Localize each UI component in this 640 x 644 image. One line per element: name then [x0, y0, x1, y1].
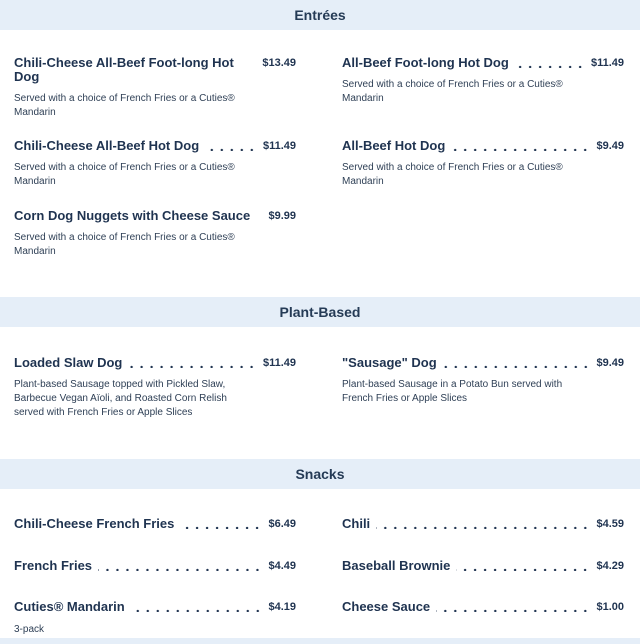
item-name: All-Beef Foot-long Hot Dog: [342, 55, 509, 70]
menu-item-hot-dog: [342, 139, 624, 189]
section-title: Snacks: [295, 466, 345, 482]
menu-item-chili-cheese-fries: [14, 517, 296, 533]
item-name: Chili-Cheese All-Beef Foot-long Hot Dog: [14, 55, 234, 84]
menu-item-chili-cheese-foot-long: [14, 56, 296, 116]
menu-item-cuties-mandarin: [14, 600, 296, 616]
item-price: $1.00: [596, 601, 624, 613]
item-name: Chili-Cheese French Fries: [14, 516, 175, 531]
item-price: $11.49: [590, 57, 624, 69]
item-description: Plant-based Sausage topped with Pickled Slaw, Barbecue Vegan Aïoli, and Roasted Corn Relish served with French Fries or Apple Slices: [14, 379, 227, 418]
item-price: $9.49: [596, 357, 624, 369]
item-price: $6.49: [268, 518, 296, 530]
menu-item-loaded-slaw-dog: [14, 356, 296, 420]
dot-leader: [456, 559, 590, 571]
item-description: Served with a choice of French Fries or a Cuties® Mandarin: [14, 162, 235, 187]
dot-leader: [451, 139, 590, 151]
menu-item-sausage-dog: [342, 356, 624, 406]
item-name: Baseball Brownie: [342, 558, 451, 573]
item-description: Served with a choice of French Fries or a Cuties® Mandarin: [14, 93, 235, 118]
dot-leader: [128, 356, 257, 368]
item-price: $9.49: [596, 140, 624, 152]
section-title: Plant-Based: [279, 304, 361, 320]
menu-item-foot-long: [342, 56, 624, 106]
item-price: $13.49: [262, 57, 296, 69]
item-name: Loaded Slaw Dog: [14, 355, 123, 370]
dot-leader: [180, 517, 262, 529]
item-description: Served with a choice of French Fries or a Cuties® Mandarin: [342, 79, 563, 104]
dot-leader: [131, 600, 263, 612]
section-header-plant-based: [0, 297, 640, 327]
item-name: French Fries: [14, 558, 93, 573]
item-name: Cheese Sauce: [342, 599, 431, 614]
menu-item-chili: [342, 517, 624, 533]
item-price: $4.19: [268, 601, 296, 613]
item-name: "Sausage" Dog: [342, 355, 437, 370]
dot-leader: [376, 517, 590, 529]
item-name: Corn Dog Nuggets with Cheese Sauce: [14, 208, 251, 223]
item-description: Served with a choice of French Fries or a Cuties® Mandarin: [14, 232, 235, 257]
section-header-snacks: [0, 459, 640, 489]
menu-item-french-fries: [14, 559, 296, 575]
dot-leader: [515, 56, 585, 68]
dot-leader: [98, 559, 262, 571]
item-price: $4.59: [596, 518, 624, 530]
item-name: Cuties® Mandarin: [14, 599, 125, 614]
bottom-bar: [0, 638, 640, 644]
menu-item-cheese-sauce: [342, 600, 624, 616]
item-price: $11.49: [262, 140, 296, 152]
section-title: Entrées: [294, 7, 346, 23]
item-name: Chili-Cheese All-Beef Hot Dog: [14, 138, 200, 153]
item-price: $9.99: [268, 210, 296, 222]
item-description: Plant-based Sausage in a Potato Bun served with French Fries or Apple Slices: [342, 379, 563, 404]
section-header-entrees: [0, 0, 640, 30]
item-price: $11.49: [262, 357, 296, 369]
menu-item-baseball-brownie: [342, 559, 624, 575]
dot-leader: [443, 356, 591, 368]
dot-leader: [436, 600, 590, 612]
item-description: Served with a choice of French Fries or a Cuties® Mandarin: [342, 162, 563, 187]
menu-item-corn-dog-nuggets: [14, 209, 296, 259]
item-name: All-Beef Hot Dog: [342, 138, 446, 153]
dot-leader: [205, 139, 257, 151]
item-price: $4.29: [596, 560, 624, 572]
item-price: $4.49: [268, 560, 296, 572]
menu-item-chili-cheese-hot-dog: [14, 139, 296, 189]
item-name: Chili: [342, 516, 371, 531]
item-note: 3-pack: [14, 624, 45, 635]
